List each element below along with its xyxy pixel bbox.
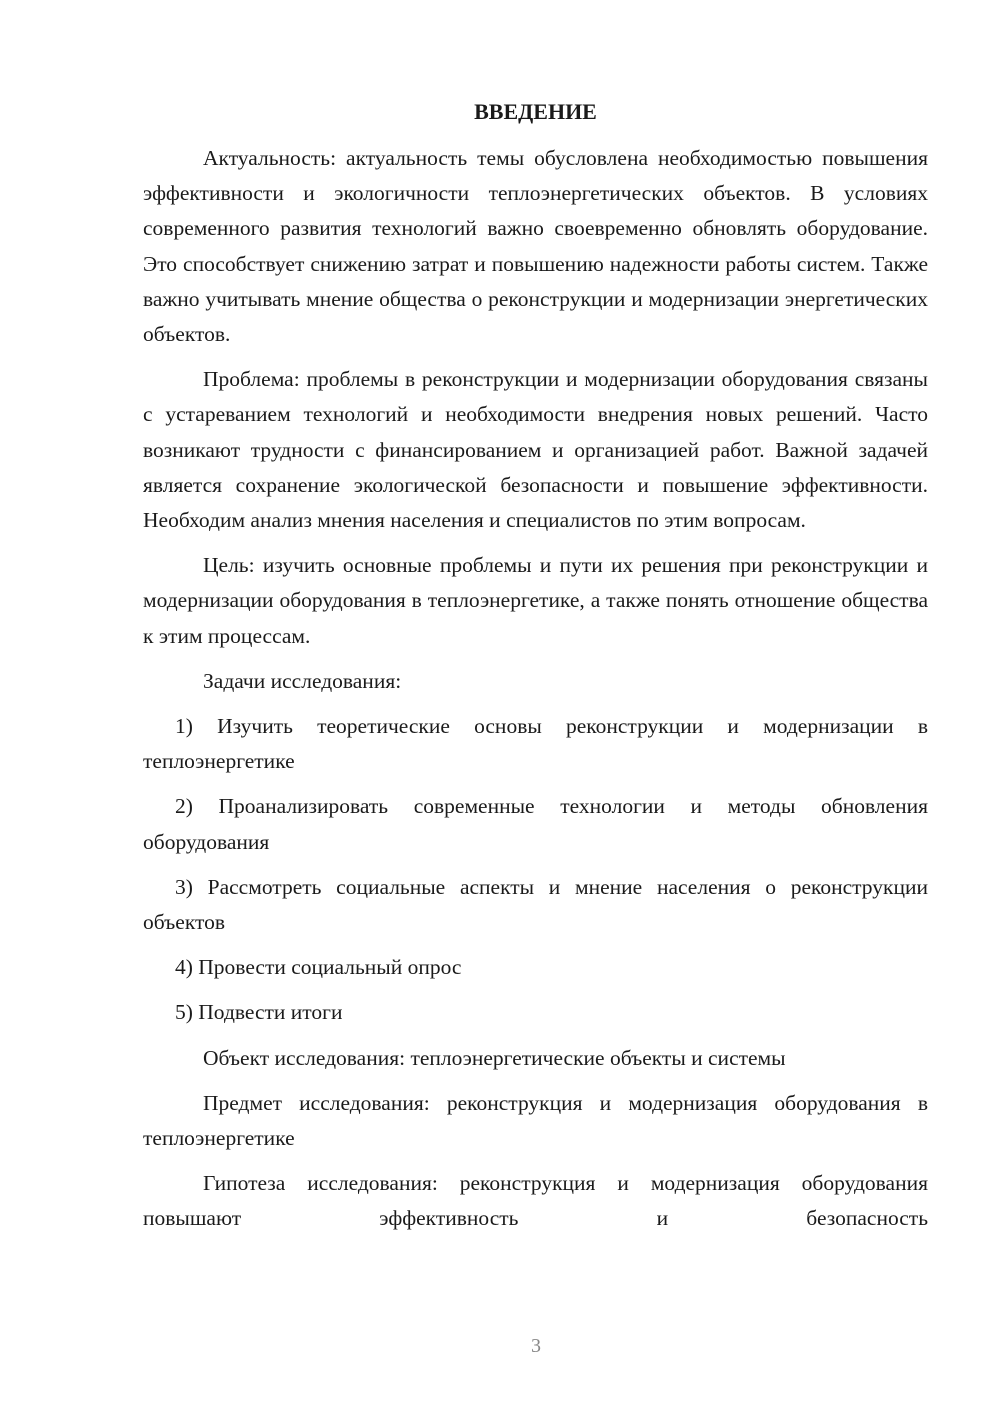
task-item: 2) Проанализировать современные технологии и методы обновления оборудования: [143, 794, 928, 854]
subject-paragraph: Предмет исследования: реконструкция и модернизация оборудования в теплоэнергетике: [143, 1090, 928, 1151]
task-item: 1) Изучить теоретические основы реконструкции и модернизации в теплоэнергетике: [143, 714, 928, 774]
task-item: 3) Рассмотреть социальные аспекты и мнение населения о реконструкции объектов: [143, 874, 928, 935]
document-page: [143, 92, 928, 1247]
task-item: 5) Подвести итоги: [175, 1000, 343, 1025]
task-item: 4) Провести социальный опрос: [175, 955, 462, 980]
problem-paragraph: Проблема: проблемы в реконструкции и модернизации оборудования связаны с устареванием технологий и необходимости внедрения новых решений. Часто возникают трудности с финансированием и организацией работ. Важной задачей является сохранение экологической безопасности и повышение эффективности. Необходим анализ мнения населения и специалистов по этим вопросам.: [143, 367, 928, 533]
object-paragraph: Объект исследования: теплоэнергетические объекты и системы: [203, 1045, 786, 1070]
hypothesis-paragraph: Гипотеза исследования: реконструкция и модернизация оборудования повышают эффективность и безопасность: [143, 1171, 928, 1231]
section-heading: ВВЕДЕНИЕ: [474, 99, 597, 124]
relevance-paragraph: Актуальность: актуальность темы обусловлена необходимостью повышения эффективности и экологичности теплоэнергетических объектов. В условиях современного развития технологий важно своевременно обновлять оборудование. Это способствует снижению затрат и повышению надежности работы систем. Также важно учитывать мнение общества о реконструкции и модернизации энергетических объектов.: [143, 146, 928, 347]
goal-paragraph: Цель: изучить основные проблемы и пути их решения при реконструкции и модернизации оборудования в теплоэнергетике, а также понять отношение общества к этим процессам.: [143, 553, 928, 648]
page-number: 3: [531, 1335, 541, 1357]
tasks-title: Задачи исследования:: [203, 668, 402, 693]
